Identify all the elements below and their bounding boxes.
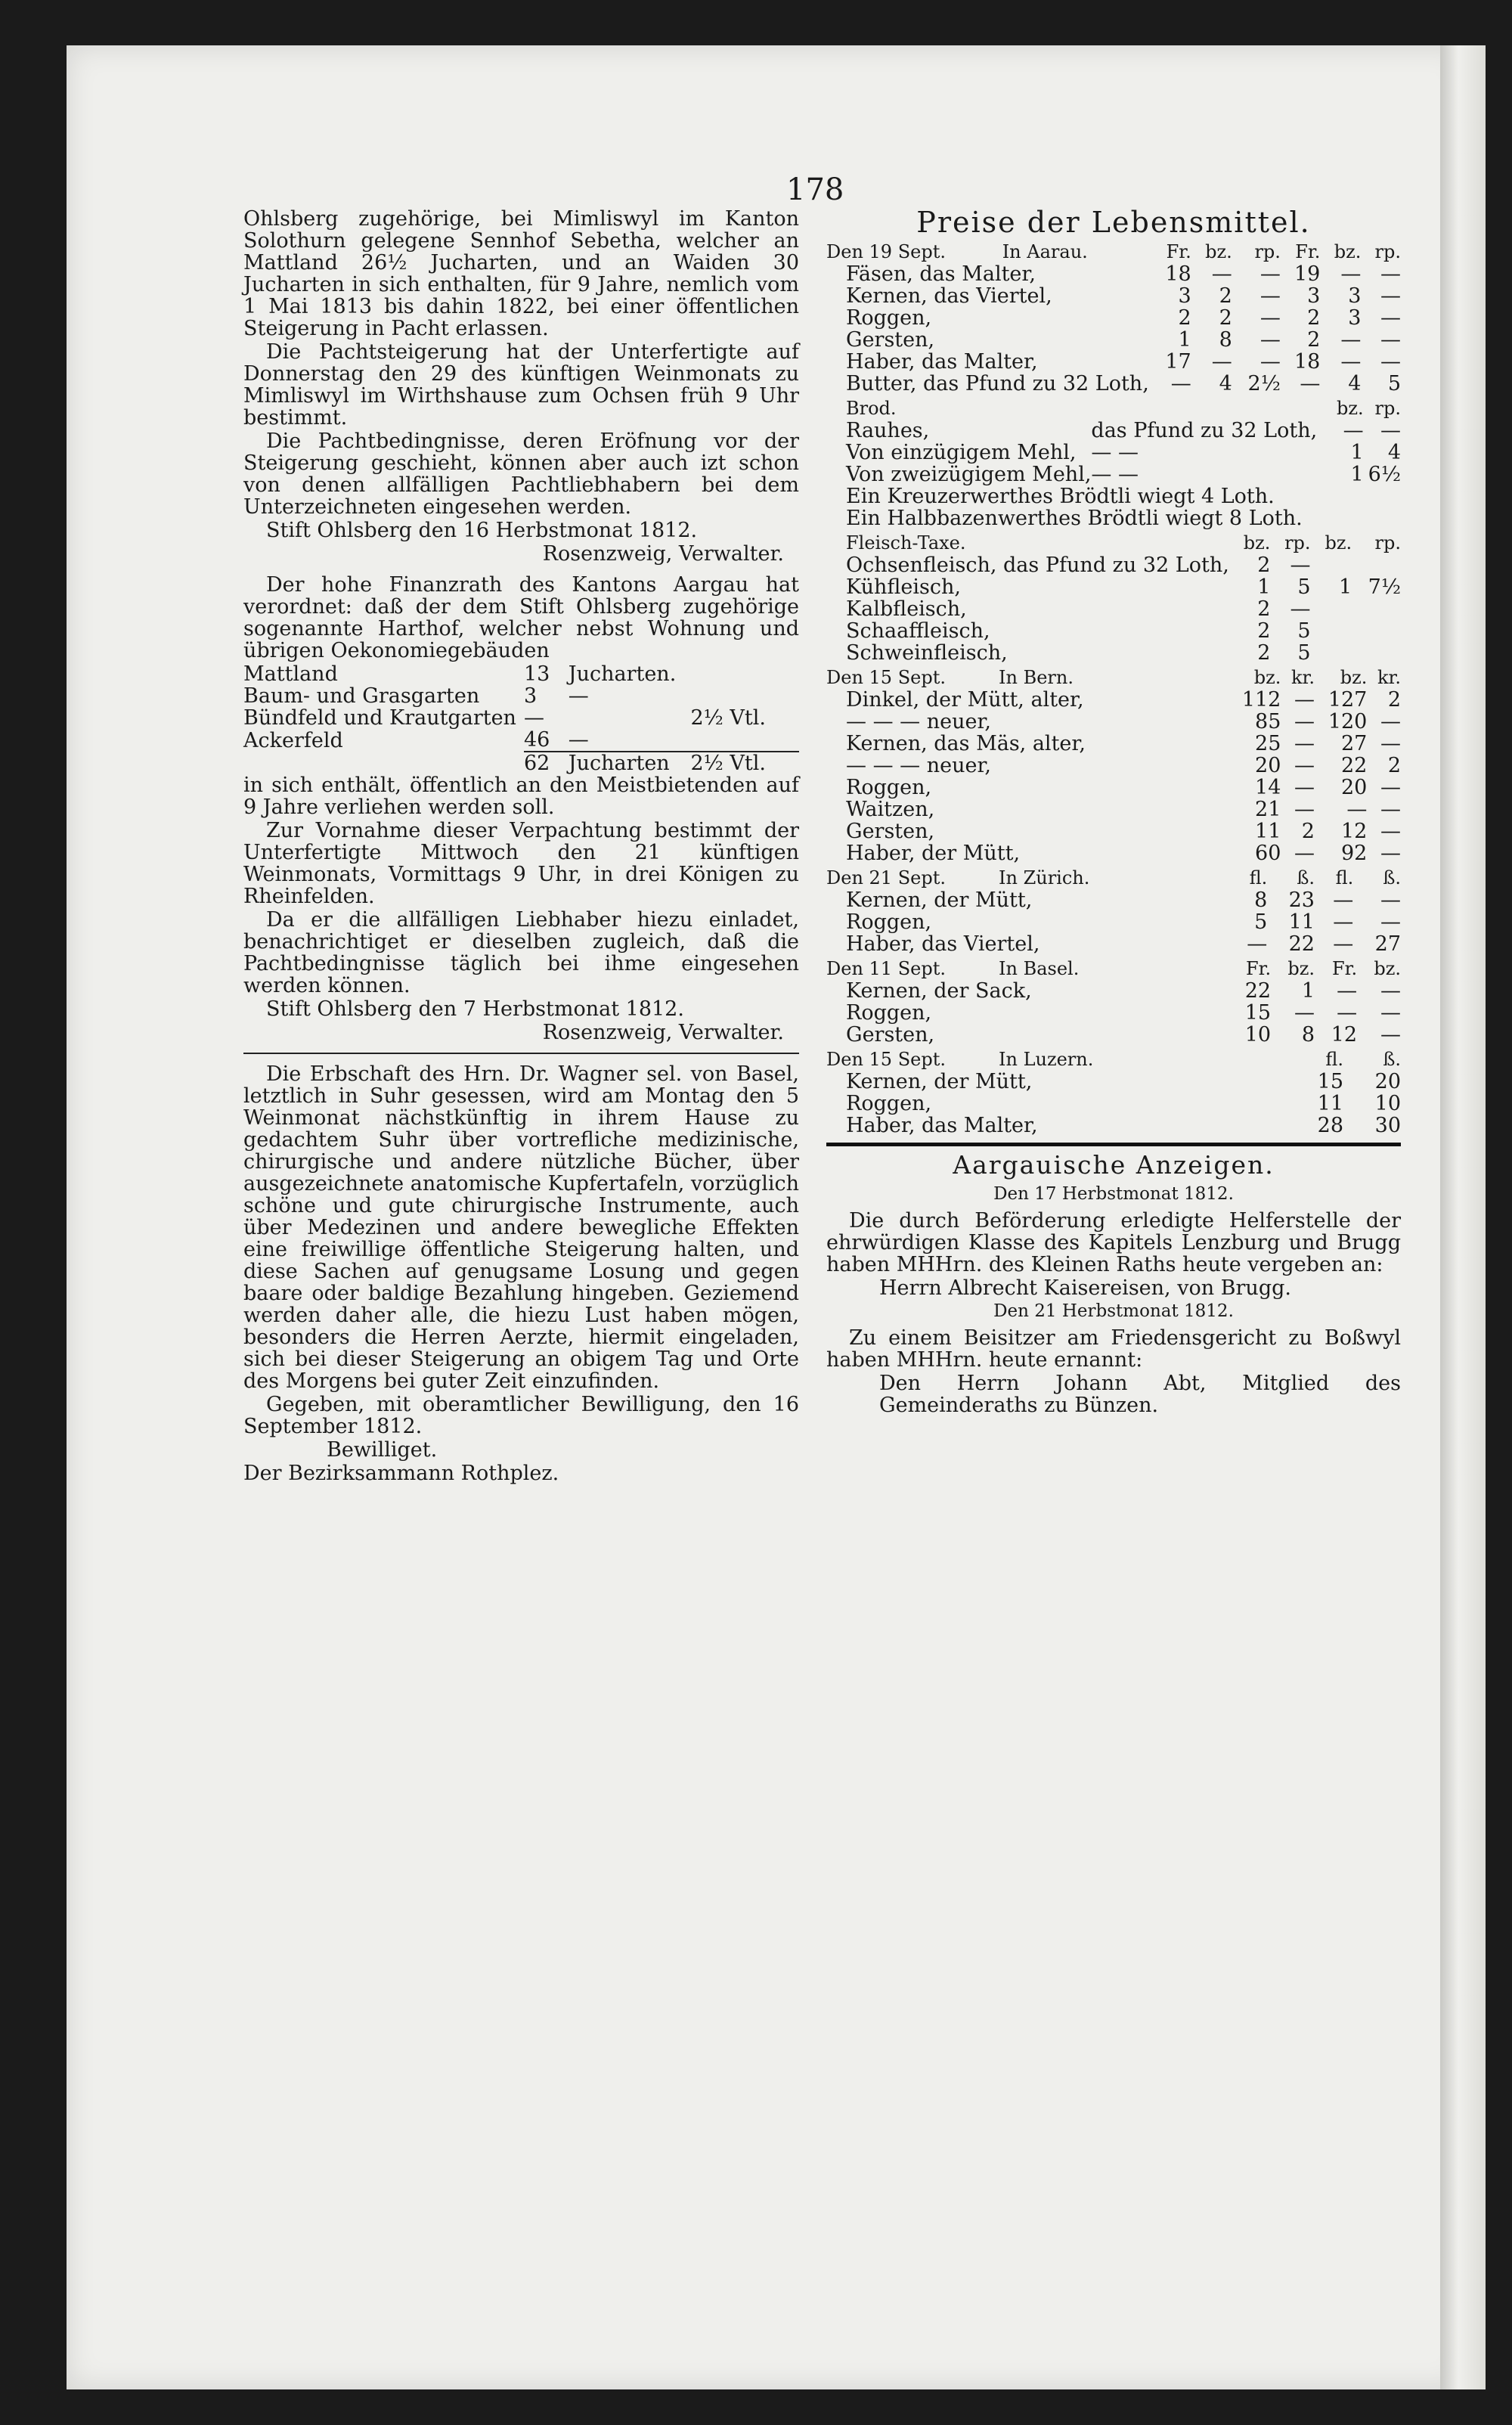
- price-value: —: [1294, 688, 1315, 712]
- price-value: 2: [1219, 284, 1232, 308]
- item-name: Kernen, das Mäs, alter,: [846, 732, 1086, 755]
- price-value: 6½: [1368, 463, 1401, 486]
- price-row: [826, 598, 1401, 620]
- item-name: Gersten,: [846, 1023, 935, 1047]
- price-value: 92: [1341, 842, 1368, 865]
- price-value: [1311, 598, 1352, 620]
- price-value: 27: [1341, 732, 1368, 755]
- price-value: —: [1340, 262, 1362, 286]
- price-value: [1352, 620, 1401, 642]
- land-amount: 46: [523, 728, 550, 752]
- notice-pachtsteigerung: Die Pachtsteigerung hat der Unterfertigte auf Donnerstag den 29 des künftigen Weinmonats zu Mimliswyl im Wirthshause zum Ochsen früh 9 Uhr bestimmt.: [243, 340, 799, 429]
- col-header: bz.: [1325, 532, 1352, 554]
- land-amount: 3: [523, 684, 538, 708]
- price-value: —: [1333, 888, 1354, 912]
- price-value: —: [1259, 306, 1281, 330]
- item-name: Von zweizügigem Mehl,: [846, 463, 1092, 486]
- col-header: ß.: [1383, 867, 1401, 888]
- col-header: Fr.: [1166, 241, 1191, 262]
- item-name: Gersten,: [846, 820, 935, 843]
- price-value: 2: [1178, 306, 1191, 330]
- price-value: 19: [1294, 262, 1321, 286]
- price-value: [1311, 620, 1352, 642]
- price-row: [826, 711, 1401, 733]
- price-value: 2: [1387, 754, 1401, 777]
- col-header: ß.: [1297, 867, 1315, 888]
- anzeige-name: Herrn Albrecht Kaisereisen, von Brugg.: [879, 1276, 1291, 1300]
- anzeigen-date: Den 17 Herbstmonat 1812.: [993, 1184, 1234, 1204]
- section-header: [826, 532, 1401, 554]
- price-row: [826, 1024, 1401, 1046]
- price-value: 5: [1387, 372, 1401, 395]
- item-name: Ochsenfleisch, das Pfund zu 32 Loth,: [846, 554, 1229, 577]
- price-value: 18: [1294, 350, 1321, 374]
- price-value: 1: [1350, 463, 1364, 486]
- notice-pachtbedingnisse: Die Pachtbedingnisse, deren Eröfnung vor der Steigerung geschieht, können aber auch izt schon von denen allfälligen Pachtliebhabern bei dem Unterzeichneten eingesehen werden.: [243, 429, 799, 519]
- notice-verpachtung: Zur Vornahme dieser Verpachtung bestimmt der Unterfertigte Mittwoch den 21 künftigen Weinmonats, Vormittags 9 Uhr, in drei Königen zu Rheinfelden.: [243, 819, 799, 908]
- price-row: [826, 285, 1401, 307]
- price-value: 28: [1317, 1114, 1343, 1137]
- price-value: 11: [1317, 1092, 1343, 1115]
- price-value: 23: [1288, 888, 1315, 912]
- price-value: —: [1380, 710, 1401, 733]
- section-header: [826, 241, 1401, 263]
- price-value: —: [1337, 1001, 1358, 1025]
- price-value: —: [1211, 262, 1232, 286]
- price-value: —: [1294, 710, 1315, 733]
- item-name: Schweinfleisch,: [846, 641, 1008, 665]
- item-name: — — — neuer,: [846, 710, 992, 733]
- land-table: [243, 663, 799, 774]
- price-value: 11: [1288, 910, 1315, 934]
- land-row: [243, 685, 799, 707]
- price-row: [826, 620, 1401, 642]
- section-place: In Zürich.: [999, 867, 1090, 888]
- price-value: —: [1337, 979, 1358, 1003]
- price-value: —: [1380, 262, 1401, 286]
- notice-bewilliget: Bewilliget.: [327, 1438, 438, 1462]
- price-value: 1: [1178, 328, 1191, 352]
- price-table-brod: [826, 398, 1401, 485]
- price-value: 7½: [1368, 575, 1401, 599]
- price-value: —: [1294, 842, 1315, 865]
- item-name: Kalbfleisch,: [846, 597, 967, 621]
- price-value: —: [1259, 284, 1281, 308]
- price-row: [826, 642, 1401, 664]
- col-header: bz.: [1243, 532, 1271, 554]
- price-value: 20: [1374, 1070, 1401, 1093]
- price-value: 120: [1328, 710, 1368, 733]
- price-row: [826, 576, 1401, 598]
- land-extra: [690, 663, 799, 685]
- price-value: 2½: [1247, 372, 1281, 395]
- price-value: —: [1380, 820, 1401, 843]
- price-row: [826, 799, 1401, 820]
- land-total-amount: 62: [524, 752, 569, 774]
- notice-signature: Der Bezirksammann Rothplez.: [243, 1462, 559, 1485]
- price-row: [826, 755, 1401, 777]
- price-row: [826, 307, 1401, 329]
- price-value: —: [1343, 419, 1364, 442]
- price-value: —: [1294, 798, 1315, 821]
- price-table-bern: [826, 667, 1401, 864]
- price-value: 12: [1331, 1023, 1358, 1047]
- price-value: 2: [1387, 688, 1401, 712]
- price-value: —: [1294, 754, 1315, 777]
- price-value: 21: [1255, 798, 1281, 821]
- anzeigen-title: Aargauische Anzeigen.: [953, 1150, 1275, 1180]
- price-value: [1352, 598, 1401, 620]
- price-value: —: [1259, 262, 1281, 286]
- price-row: [826, 1071, 1401, 1093]
- divider: [243, 1053, 799, 1054]
- price-value: —: [1294, 1001, 1315, 1025]
- price-value: 17: [1165, 350, 1191, 374]
- price-row: [826, 933, 1401, 955]
- price-value: 5: [1297, 641, 1311, 665]
- item-name: Fäsen, das Malter,: [846, 262, 1036, 286]
- land-unit: [569, 707, 691, 729]
- section-date: Den 15 Sept.: [826, 1049, 946, 1070]
- price-value: 22: [1341, 754, 1368, 777]
- price-value: —: [1380, 419, 1401, 442]
- section-date: Den 15 Sept.: [826, 667, 946, 688]
- signature: Rosenzweig, Verwalter.: [542, 1021, 784, 1044]
- land-extra: [690, 685, 799, 707]
- col-header: bz.: [1287, 958, 1315, 979]
- price-value: 22: [1244, 979, 1272, 1003]
- section-header: [826, 867, 1401, 889]
- land-amount: 13: [523, 662, 550, 686]
- price-value: —: [1300, 372, 1321, 395]
- section-header: [826, 1049, 1401, 1071]
- price-value: 112: [1241, 688, 1281, 712]
- land-unit: —: [568, 728, 589, 752]
- price-value: [1311, 642, 1352, 664]
- col-header: Fr.: [1245, 958, 1272, 979]
- item-name: Roggen,: [846, 306, 932, 330]
- price-value: 11: [1255, 820, 1281, 843]
- price-row: [826, 351, 1401, 373]
- item-measure: — —: [1091, 463, 1139, 486]
- price-value: 1: [1257, 575, 1271, 599]
- col-header: bz.: [1205, 241, 1232, 262]
- price-value: 5: [1297, 619, 1311, 643]
- section-header: [826, 667, 1401, 689]
- price-value: —: [1380, 1023, 1401, 1047]
- anzeigen-date: Den 21 Herbstmonat 1812.: [993, 1301, 1234, 1321]
- price-value: 5: [1297, 575, 1311, 599]
- price-row: [826, 464, 1401, 485]
- section-place: In Luzern.: [999, 1049, 1094, 1070]
- notice-harthof-cont: in sich enthält, öffentlich an den Meistbietenden auf 9 Jahre verliehen werden soll.: [243, 774, 799, 819]
- item-name: Kernen, das Viertel,: [846, 284, 1052, 308]
- price-value: 10: [1374, 1092, 1401, 1115]
- price-row: [826, 911, 1401, 933]
- price-value: 8: [1301, 1023, 1315, 1047]
- col-header: fl.: [1325, 1049, 1343, 1070]
- col-header: rp.: [1374, 398, 1401, 419]
- price-value: —: [1380, 732, 1401, 755]
- anzeige-name: Den Herrn Johann Abt, Mitglied des Gemeinderaths zu Bünzen.: [879, 1372, 1401, 1417]
- price-value: 2: [1219, 306, 1232, 330]
- col-header: rp.: [1284, 532, 1311, 554]
- item-name: Butter, das Pfund zu 32 Loth,: [846, 372, 1149, 395]
- price-value: —: [1380, 910, 1401, 934]
- price-value: —: [1259, 328, 1281, 352]
- item-name: Roggen,: [846, 1092, 932, 1115]
- price-value: 3: [1348, 306, 1362, 330]
- notice-place-date: Stift Ohlsberg den 16 Herbstmonat 1812.: [266, 519, 698, 542]
- prices-title: Preise der Lebensmittel.: [916, 206, 1311, 239]
- section-label: Brod.: [846, 398, 897, 419]
- col-header: ß.: [1383, 1049, 1401, 1070]
- price-value: 2: [1257, 641, 1271, 665]
- price-row: [826, 420, 1401, 442]
- price-row: [826, 777, 1401, 799]
- notice-harthof: Der hohe Finanzrath des Kantons Aargau hat verordnet: daß der dem Stift Ohlsberg zugehörige sogenannte Harthof, welcher nebst Wohnung und übrigen Oekonomiegebäuden: [243, 573, 799, 662]
- price-value: 4: [1387, 441, 1401, 464]
- price-value: 4: [1219, 372, 1232, 395]
- price-value: —: [1247, 932, 1268, 956]
- item-name: Roggen,: [846, 1001, 932, 1025]
- price-value: 3: [1307, 284, 1321, 308]
- item-name: — — — neuer,: [846, 754, 992, 777]
- right-column: [826, 206, 1401, 1418]
- price-row: [826, 1115, 1401, 1137]
- price-value: 18: [1165, 262, 1191, 286]
- price-value: —: [1380, 776, 1401, 799]
- land-total-unit: Jucharten: [569, 752, 691, 774]
- price-value: 14: [1255, 776, 1281, 799]
- price-value: 15: [1244, 1001, 1272, 1025]
- price-value: 27: [1374, 932, 1401, 956]
- land-total-extra: 2½ Vtl.: [690, 752, 799, 774]
- price-value: 2: [1307, 306, 1321, 330]
- divider: [826, 1143, 1401, 1146]
- price-value: 20: [1341, 776, 1368, 799]
- item-name: Kühfleisch,: [846, 575, 961, 599]
- price-value: —: [1290, 597, 1311, 621]
- section-date: Den 19 Sept.: [826, 241, 946, 262]
- notice-liebhaber: Da er die allfälligen Liebhaber hiezu einladet, benachrichtiget er dieselben zugleich, daß die Pachtbedingnisse täglich bei ihme eingesehen werden können.: [243, 908, 799, 997]
- section-date: Den 21 Sept.: [826, 867, 946, 888]
- price-value: —: [1211, 350, 1232, 374]
- item-name: Schaaffleisch,: [846, 619, 990, 643]
- price-value: —: [1340, 350, 1362, 374]
- col-header: bz.: [1334, 241, 1362, 262]
- price-row: [826, 733, 1401, 755]
- price-value: [1311, 554, 1352, 576]
- section-place: In Bern.: [999, 667, 1074, 688]
- price-value: —: [1294, 776, 1315, 799]
- anzeige-helferstelle: Die durch Beförderung erledigte Helferstelle der ehrwürdigen Klasse des Kapitels Lenzburg und Brugg haben MHHrn. des Kleinen Raths heute vergeben an:: [826, 1209, 1401, 1276]
- price-table-aarau: [826, 241, 1401, 395]
- page-gutter: [1440, 45, 1486, 2389]
- price-row: [826, 1093, 1401, 1115]
- price-value: [1352, 554, 1401, 576]
- land-row: [243, 729, 799, 752]
- price-row: [826, 889, 1401, 911]
- price-value: [1352, 642, 1401, 664]
- item-measure: das Pfund zu 32 Loth,: [1091, 419, 1318, 442]
- item-name: Rauhes,: [846, 419, 930, 442]
- section-place: In Aarau.: [1002, 241, 1088, 262]
- land-label: Baum- und Grasgarten: [243, 684, 480, 708]
- price-value: 10: [1244, 1023, 1272, 1047]
- price-value: —: [1346, 798, 1368, 821]
- item-name: Kernen, der Mütt,: [846, 888, 1033, 912]
- section-place: In Basel.: [999, 958, 1080, 979]
- price-table-fleisch: [826, 532, 1401, 664]
- item-measure: — —: [1091, 441, 1139, 464]
- item-name: Gersten,: [846, 328, 935, 352]
- item-name: Dinkel, der Mütt, alter,: [846, 688, 1084, 712]
- brod-weight-line: Ein Halbbazenwerthes Brödtli wiegt 8 Loth.: [846, 507, 1303, 530]
- price-value: 20: [1255, 754, 1281, 777]
- notice-gegeben: Gegeben, mit oberamtlicher Bewilligung, den 16 September 1812.: [243, 1393, 799, 1438]
- price-value: 5: [1254, 910, 1268, 934]
- land-row: [243, 663, 799, 685]
- section-header: [826, 958, 1401, 980]
- land-extra: 2½ Vtl.: [690, 706, 766, 730]
- price-value: —: [1170, 372, 1191, 395]
- price-value: —: [1380, 979, 1401, 1003]
- col-header: rp.: [1374, 532, 1401, 554]
- item-name: Von einzügigem Mehl,: [846, 441, 1077, 464]
- section-label: Fleisch-Taxe.: [846, 532, 966, 554]
- land-unit: —: [568, 684, 589, 708]
- price-table-basel: [826, 958, 1401, 1046]
- price-value: 60: [1255, 842, 1281, 865]
- col-header: Fr.: [1331, 958, 1358, 979]
- item-name: Haber, das Malter,: [846, 350, 1038, 374]
- price-value: —: [1380, 798, 1401, 821]
- price-row: [826, 329, 1401, 351]
- land-total-row: [243, 752, 799, 774]
- price-value: 8: [1254, 888, 1268, 912]
- price-row: [826, 820, 1401, 842]
- notice-erbschaft: Die Erbschaft des Hrn. Dr. Wagner sel. von Basel, letztlich in Suhr gesessen, wird am Montag den 5 Weinmonat nächstkünftig in ihrem Hause zu gedachtem Suhr über vortrefliche medizinische, chirurgische und andere nützliche Bücher, über ausgezeichnete anatomische Kupfertafeln, vorzüglich schöne und gute chirurgische Instrumente, auch über Medezinen und andere bewegliche Effekten eine freiwillige öffentliche Steigerung halten, und diese Sachen auf genugsame Losung und gegen baare oder baldige Bezahlung hingeben. Geziemend werden daher alle, die hiezu Lust haben mögen, besonders die Herren Aerzte, hiermit eingeladen, sich bei dieser Steigerung an obigem Tag und Orte des Morgens bei guter Zeit einzufinden.: [243, 1062, 799, 1393]
- land-unit: Jucharten.: [568, 662, 677, 686]
- price-value: —: [1333, 932, 1354, 956]
- land-label: Mattland: [243, 662, 338, 686]
- price-value: —: [1294, 732, 1315, 755]
- price-value: 127: [1328, 688, 1368, 712]
- price-value: —: [1380, 842, 1401, 865]
- price-value: 2: [1257, 597, 1271, 621]
- col-header: kr.: [1377, 667, 1401, 688]
- page-number: 178: [786, 172, 844, 207]
- price-value: 15: [1317, 1070, 1343, 1093]
- price-value: —: [1380, 328, 1401, 352]
- col-header: rp.: [1374, 241, 1401, 262]
- price-value: 3: [1348, 284, 1362, 308]
- price-value: 2: [1301, 820, 1315, 843]
- col-header: bz.: [1337, 398, 1364, 419]
- price-value: 12: [1341, 820, 1368, 843]
- col-header: bz.: [1374, 958, 1401, 979]
- price-row: [826, 554, 1401, 576]
- price-value: 25: [1255, 732, 1281, 755]
- price-value: 22: [1288, 932, 1315, 956]
- signature: Rosenzweig, Verwalter.: [542, 542, 784, 566]
- anzeige-friedensgericht: Zu einem Beisitzer am Friedensgericht zu Boßwyl haben MHHrn. heute ernannt:: [826, 1326, 1401, 1372]
- price-value: 2: [1257, 554, 1271, 577]
- land-row: [243, 707, 799, 729]
- price-value: 2: [1307, 328, 1321, 352]
- price-row: [826, 842, 1401, 864]
- col-header: kr.: [1290, 667, 1315, 688]
- price-value: 2: [1257, 619, 1271, 643]
- land-amount: —: [523, 706, 544, 730]
- item-name: Haber, das Viertel,: [846, 932, 1040, 956]
- col-header: fl.: [1335, 867, 1354, 888]
- section-header: [826, 398, 1401, 420]
- col-header: bz.: [1253, 667, 1281, 688]
- price-value: —: [1380, 350, 1401, 374]
- price-table-zurich: [826, 867, 1401, 955]
- price-row: [826, 980, 1401, 1002]
- col-header: rp.: [1254, 241, 1281, 262]
- price-row: [826, 1002, 1401, 1024]
- section-date: Den 11 Sept.: [826, 958, 946, 979]
- price-row: [826, 442, 1401, 464]
- col-header: bz.: [1340, 667, 1368, 688]
- price-row: [826, 263, 1401, 285]
- notice-sennhof: Ohlsberg zugehörige, bei Mimliswyl im Kanton Solothurn gelegene Sennhof Sebetha, welcher an Mattland 26½ Jucharten, und an Waiden 30 Jucharten in sich enthalten, für 9 Jahre, nemlich vom 1 Mai 1813 bis dahin 1822, bei einer öffentlichen Steigerung in Pacht erlassen.: [243, 207, 799, 340]
- item-name: Haber, das Malter,: [846, 1114, 1038, 1137]
- price-value: —: [1259, 350, 1281, 374]
- land-label: Ackerfeld: [243, 728, 343, 752]
- price-value: 4: [1348, 372, 1362, 395]
- item-name: Kernen, der Mütt,: [846, 1070, 1033, 1093]
- item-name: Kernen, der Sack,: [846, 979, 1032, 1003]
- price-value: 1: [1301, 979, 1315, 1003]
- price-value: —: [1340, 328, 1362, 352]
- price-value: 1: [1350, 441, 1364, 464]
- price-value: 8: [1219, 328, 1232, 352]
- price-value: 85: [1255, 710, 1281, 733]
- item-name: Roggen,: [846, 910, 932, 934]
- price-value: 30: [1374, 1114, 1401, 1137]
- item-name: Waitzen,: [846, 798, 935, 821]
- item-name: Roggen,: [846, 776, 932, 799]
- col-header: fl.: [1249, 867, 1268, 888]
- price-value: —: [1380, 284, 1401, 308]
- price-value: —: [1290, 554, 1311, 577]
- brod-weight-line: Ein Kreuzerwerthes Brödtli wiegt 4 Loth.: [846, 485, 1275, 508]
- price-value: —: [1380, 1001, 1401, 1025]
- price-value: 1: [1339, 575, 1352, 599]
- price-table-luzern: [826, 1049, 1401, 1137]
- notice-place-date: Stift Ohlsberg den 7 Herbstmonat 1812.: [266, 997, 684, 1021]
- price-value: —: [1333, 910, 1354, 934]
- price-value: 3: [1178, 284, 1191, 308]
- land-label: Bündfeld und Krautgarten: [243, 706, 516, 730]
- left-column: [243, 208, 799, 1486]
- land-extra: [690, 729, 799, 752]
- price-value: —: [1380, 888, 1401, 912]
- price-row: [826, 373, 1401, 395]
- item-name: Haber, der Mütt,: [846, 842, 1021, 865]
- col-header: Fr.: [1295, 241, 1321, 262]
- price-row: [826, 689, 1401, 711]
- price-value: —: [1380, 306, 1401, 330]
